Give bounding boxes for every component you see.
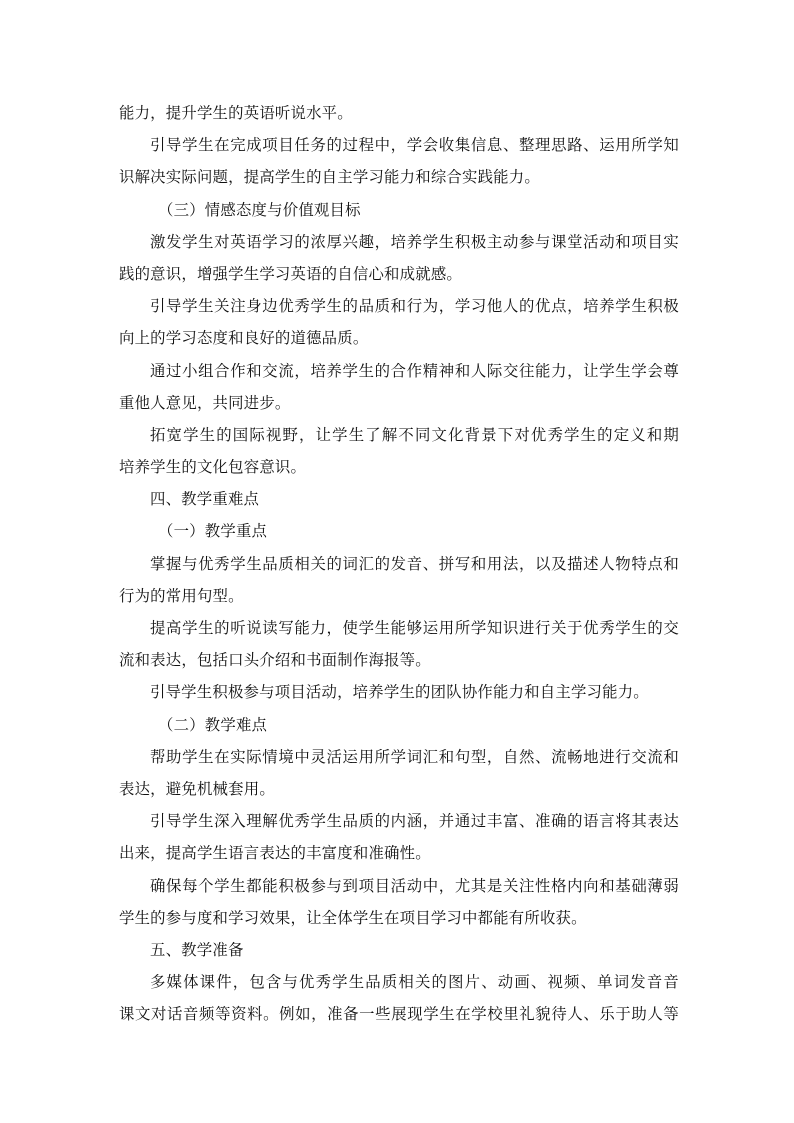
- paragraph-line: 向上的学习态度和良好的道德品质。: [119, 329, 369, 348]
- paragraph-line: 学生的参与度和学习效果，让全体学生在项目学习中都能有所收获。: [119, 908, 587, 927]
- paragraph-line: 出来，提高学生语言表达的丰富度和准确性。: [119, 844, 431, 863]
- paragraph-line: 确保每个学生都能积极参与到项目活动中，尤其是关注性格内向和基础薄弱: [150, 876, 679, 895]
- paragraph-line: 表达，避免机械套用。: [119, 779, 275, 798]
- paragraph-line: 拓宽学生的国际视野，让学生了解不同文化背景下对优秀学生的定义和期: [150, 425, 679, 444]
- paragraph-line: 培养学生的文化包容意识。: [119, 458, 307, 477]
- document-body: [119, 97, 679, 1030]
- paragraph-line: 掌握与优秀学生品质相关的词汇的发音、拼写和用法，以及描述人物特点和: [150, 554, 679, 573]
- paragraph-line: 课文对话音频等资料。例如，准备一些展现学生在学校里礼貌待人、乐于助人等: [119, 1005, 679, 1024]
- paragraph-line: 通过小组合作和交流，培养学生的合作精神和人际交往能力，让学生学会尊: [150, 361, 679, 380]
- paragraph-line: 激发学生对英语学习的浓厚兴趣，培养学生积极主动参与课堂活动和项目实: [150, 232, 679, 251]
- section-heading: 五、教学准备: [150, 940, 244, 959]
- paragraph-line: 能力，提升学生的英语听说水平。: [119, 104, 353, 122]
- paragraph-line: 引导学生积极参与项目活动，培养学生的团队协作能力和自主学习能力。: [150, 683, 649, 702]
- paragraph-line: 行为的常用句型。: [119, 586, 244, 605]
- paragraph-line: 帮助学生在实际情境中灵活运用所学词汇和句型，自然、流畅地进行交流和: [150, 747, 679, 766]
- paragraph-line: 重他人意见，共同进步。: [119, 393, 291, 412]
- paragraph-line: 流和表达，包括口头介绍和书面制作海报等。: [119, 651, 431, 670]
- paragraph-line: 引导学生深入理解优秀学生品质的内涵，并通过丰富、准确的语言将其表达: [150, 812, 679, 831]
- paragraph-line: 引导学生关注身边优秀学生的品质和行为，学习他人的优点，培养学生积极: [150, 297, 679, 316]
- subsection-heading: （一）教学重点: [158, 522, 268, 541]
- paragraph-line: 提高学生的听说读写能力，使学生能够运用所学知识进行关于优秀学生的交: [150, 619, 679, 637]
- section-heading: 四、教学重难点: [150, 490, 260, 509]
- subsection-heading: （二）教学难点: [158, 715, 268, 734]
- paragraph-line: 识解决实际问题，提高学生的自主学习能力和综合实践能力。: [119, 168, 540, 187]
- subsection-heading: （三）情感态度与价值观目标: [158, 200, 361, 219]
- paragraph-line: 多媒体课件，包含与优秀学生品质相关的图片、动画、视频、单词发音音: [150, 973, 679, 992]
- paragraph-line: 引导学生在完成项目任务的过程中，学会收集信息、整理思路、运用所学知: [150, 136, 679, 155]
- paragraph-line: 践的意识，增强学生学习英语的自信心和成就感。: [119, 264, 462, 283]
